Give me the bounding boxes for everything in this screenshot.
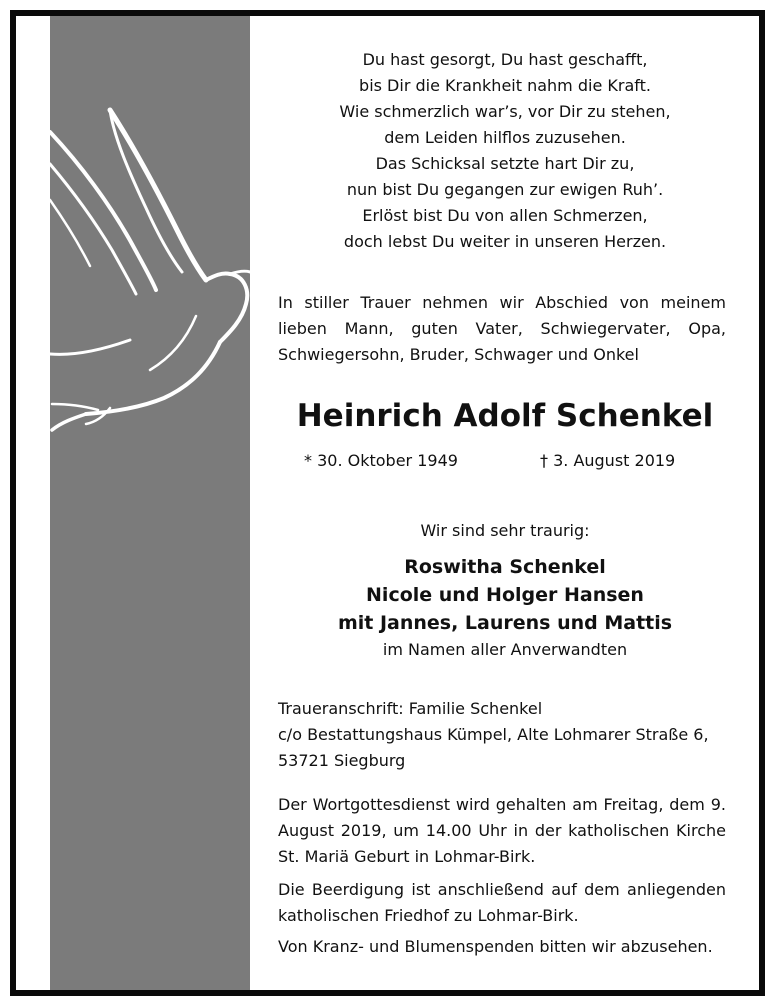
poem-line: Wie schmerzlich war’s, vor Dir zu stehen, (339, 102, 671, 121)
mourning-address (278, 696, 726, 774)
death-date: † 3. August 2019 (540, 451, 676, 470)
poem-line: Erlöst bist Du von allen Schmerzen, (362, 206, 648, 225)
address-line: Traueranschrift: Familie Schenkel (278, 699, 543, 718)
burial-info: Die Beerdigung ist anschließend auf dem anliegenden katholischen Friedhof zu Lohmar-Birk. (278, 880, 726, 925)
flowers-note: Von Kranz- und Blumenspenden bitten wir abzusehen. (278, 937, 713, 956)
poem-line: dem Leiden hilflos zuzusehen. (384, 128, 626, 147)
on-behalf-line: im Namen aller Anverwandten (382, 640, 628, 659)
intro-text: In stiller Trauer nehmen wir Abschied von meinem lieben Mann, guten Vater, Schwiegervater, Opa, Schwiegersohn, Bruder, Schwager und Onkel (278, 293, 726, 364)
dove-icon (50, 104, 250, 444)
deceased-name: Heinrich Adolf Schenkel (296, 398, 714, 434)
poem (278, 47, 732, 255)
mourner-line: Roswitha Schenkel (404, 556, 606, 578)
birth-date: * 30. Oktober 1949 (304, 451, 458, 470)
poem-line: bis Dir die Krankheit nahm die Kraft. (359, 76, 651, 95)
mourners-names (278, 553, 732, 637)
mourner-line: Nicole und Holger Hansen (366, 584, 644, 606)
poem-line: nun bist Du gegangen zur ewigen Ruh’. (346, 180, 664, 199)
service-info: Der Wortgottesdienst wird gehalten am Freitag, dem 9. August 2019, um 14.00 Uhr in der katholischen Kirche St. Mariä Geburt in Lohmar-Birk. (278, 795, 726, 866)
mourners-intro: Wir sind sehr traurig: (420, 521, 590, 540)
address-line: c/o Bestattungshaus Kümpel, Alte Lohmarer Straße 6, (278, 725, 709, 744)
obituary-notice (10, 10, 765, 996)
mourner-line: mit Jannes, Laurens und Mattis (337, 612, 673, 634)
address-line: 53721 Siegburg (278, 751, 406, 770)
poem-line: Du hast gesorgt, Du hast geschafft, (362, 50, 648, 69)
poem-line: Das Schicksal setzte hart Dir zu, (375, 154, 635, 173)
poem-line: doch lebst Du weiter in unseren Herzen. (343, 232, 667, 251)
